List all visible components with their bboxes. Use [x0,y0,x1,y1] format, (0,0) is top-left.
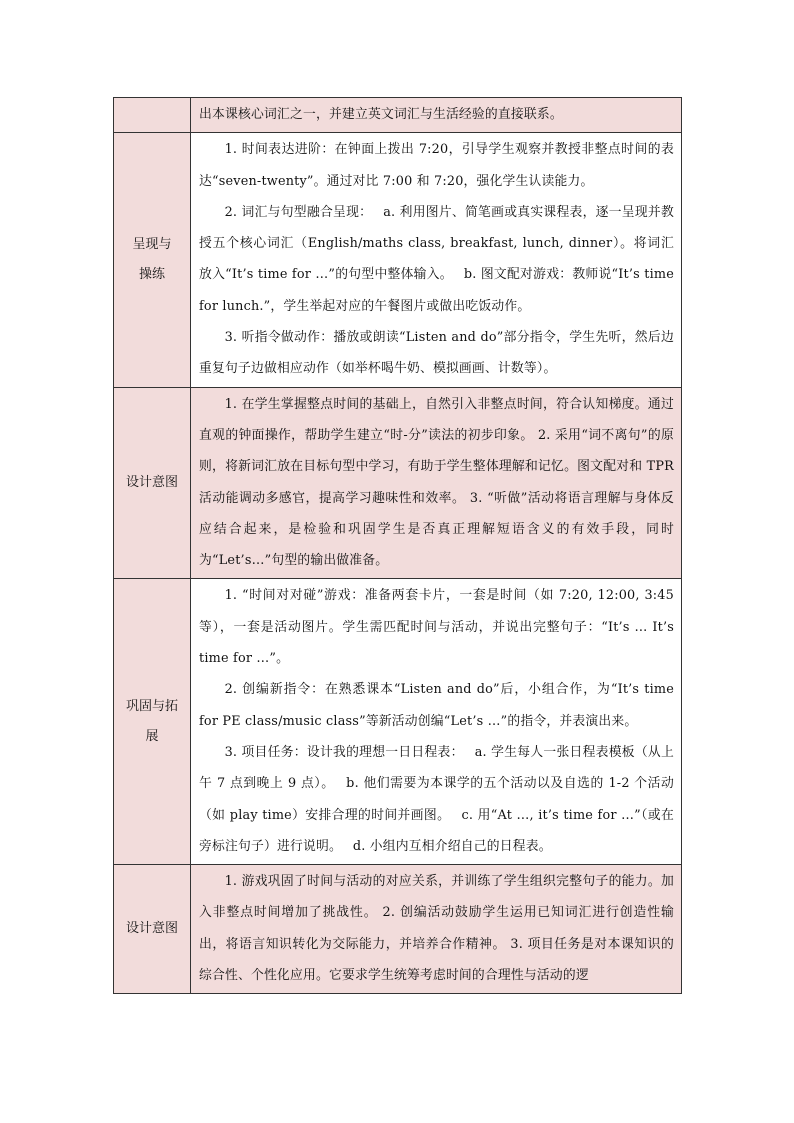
row-label-cell [114,865,191,994]
row-content-cell [191,387,682,579]
row-label-line: 设计意图 [125,921,178,937]
content-paragraph: 3. 项目任务：设计我的理想一日日程表： a. 学生每人一张日程表模板（从上午 7 点到晚上 9 点）。 b. 他们需要为本课学的五个活动以及自选的 1-2 个活动（如 play time）安排合理的时间并画图。 c. 用“At …, it’s time for …”（或在旁标注句子）进行说明。 d. 小组内互相介绍自己的日程表。 [199,744,674,854]
row-label-cell [114,579,191,865]
content-paragraph: 3. 听指令做动作：播放或朗读“Listen and do”部分指令，学生先听，然后边重复句子边做相应动作（如举杯喝牛奶、模拟画画、计数等）。 [199,330,674,377]
row-label-cell [114,133,191,387]
row-content-cell [191,579,682,865]
row-label [132,230,171,290]
row-label [126,692,178,752]
row-label [126,468,178,498]
content-paragraph: 出本课核心词汇之一，并建立英文词汇与生活经验的直接联系。 [199,107,563,122]
table-row [114,579,682,865]
row-label-line: 展 [145,728,159,744]
row-label [126,914,178,944]
table-row [114,865,682,994]
content-paragraph: 2. 创编新指令：在熟悉课本“Listen and do”后，小组合作，为“It’s time for PE class/music class”等新活动创编“Let’s …”的指令，并表演出来。 [199,682,674,729]
row-label-line: 呈现与 [132,236,172,252]
row-label-cell [114,98,191,133]
row-content-cell [191,98,682,133]
content-paragraph: 1. “时间对对碰”游戏：准备两套卡片，一套是时间（如 7:20, 12:00, 3:45 等），一套是活动图片。学生需匹配时间与活动，并说出完整句子：“It’s … It’s time for …”。 [199,588,674,667]
row-label-cell [114,387,191,579]
content-paragraph: 1. 在学生掌握整点时间的基础上，自然引入非整点时间，符合认知梯度。通过直观的钟面操作，帮助学生建立“时-分”读法的初步印象。 2. 采用“词不离句”的原则，将新词汇放在目标句型中学习，有助于学生整体理解和记忆。图文配对和 TPR 活动能调动多感官，提高学习趣味性和效率。 3. “听做”活动将语言理解与身体反应结合起来，是检验和巩固学生是否真正理解短语含义的有效手段，同时为“Let’s…”句型的输出做准备。 [199,396,674,569]
content-paragraph: 2. 词汇与句型融合呈现： a. 利用图片、简笔画或真实课程表，逐一呈现并教授五个核心词汇（English/maths class, breakfast, lunch, dinner）。将词汇放入“It’s time for …”的句型中整体输入。 b. 图文配对游戏：教师说“It’s time for lunch.”，学生举起对应的午餐图片或做出吃饭动作。 [199,204,674,314]
row-content-cell [191,865,682,994]
row-label-line: 设计意图 [125,475,178,491]
table-row [114,133,682,387]
table-row [114,98,682,133]
row-label-line: 操练 [138,266,165,282]
row-content-cell [191,133,682,387]
lesson-plan-table [113,97,682,994]
content-paragraph: 1. 时间表达进阶：在钟面上拨出 7:20，引导学生观察并教授非整点时间的表达“seven-twenty”。通过对比 7:00 和 7:20，强化学生认读能力。 [199,142,674,189]
row-label-line: 巩固与拓 [125,698,178,714]
table-row [114,387,682,579]
content-paragraph: 1. 游戏巩固了时间与活动的对应关系，并训练了学生组织完整句子的能力。加入非整点时间增加了挑战性。 2. 创编活动鼓励学生运用已知词汇进行创造性输出，将语言知识转化为交际能力，并培养合作精神。 3. 项目任务是对本课知识的综合性、个性化应用。它要求学生统筹考虑时间的合理性与活动的逻 [199,874,674,984]
